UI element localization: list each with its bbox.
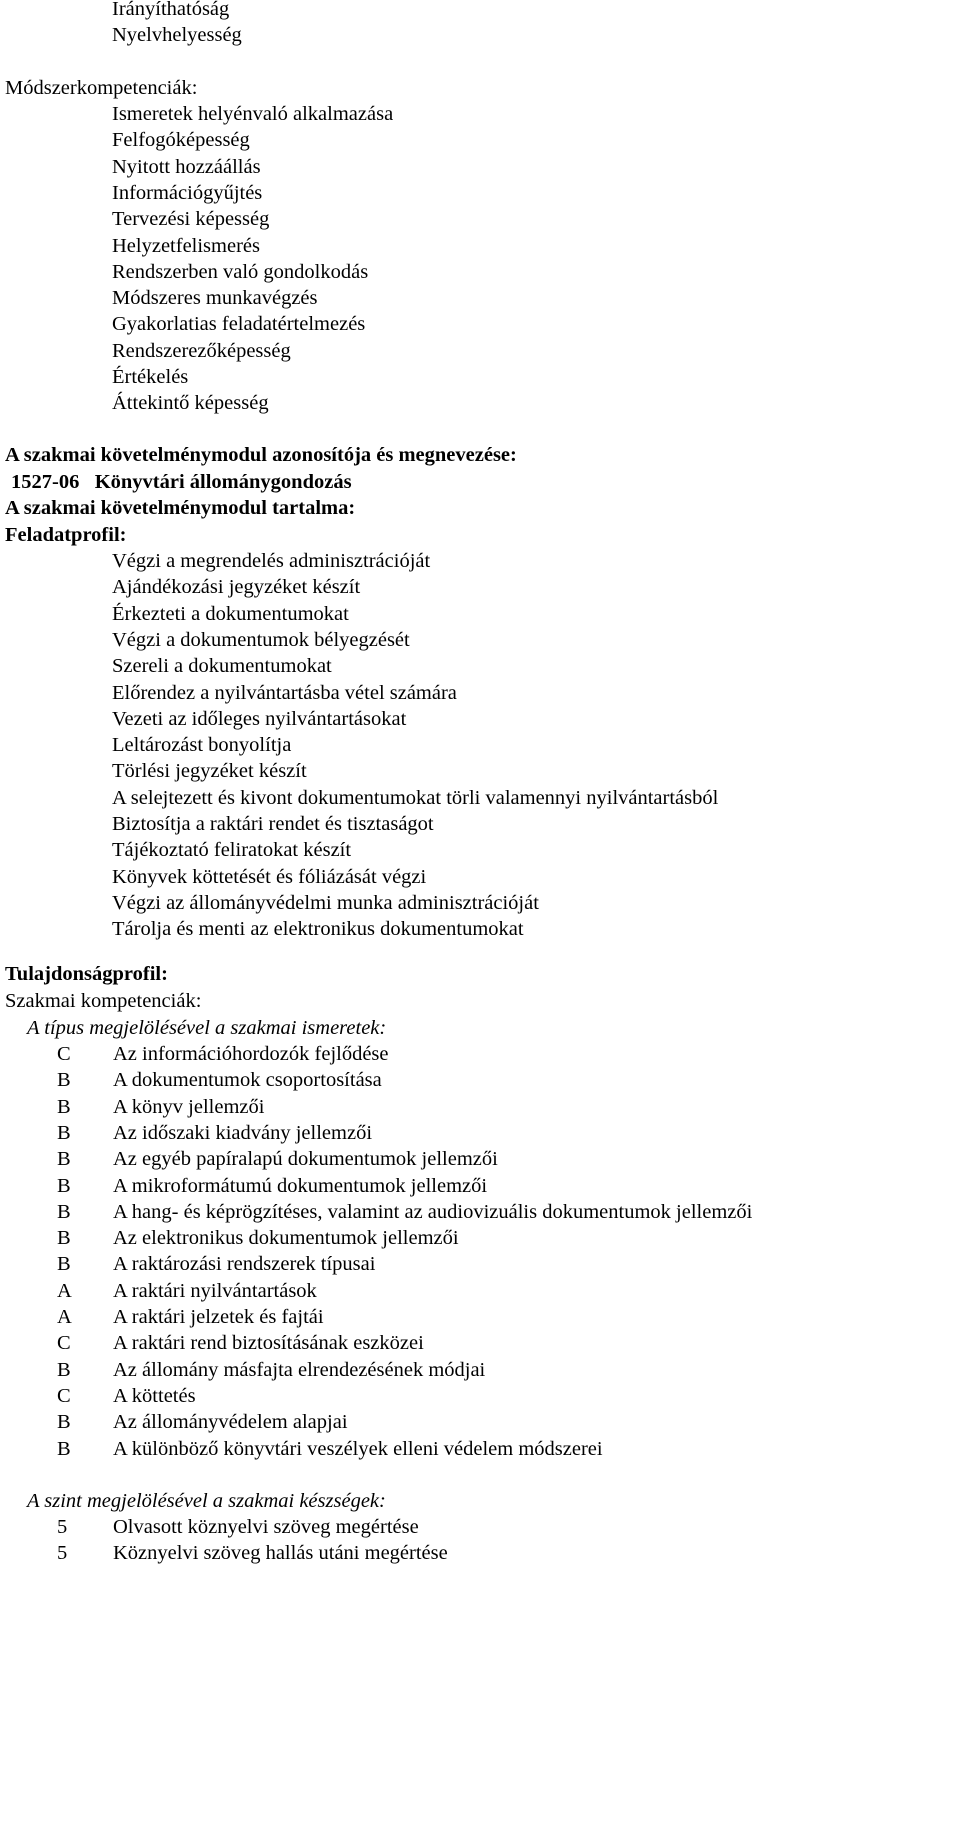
professional-competencies-label: Szakmai kompetenciák:	[5, 990, 202, 1012]
knowledge-item-text: A könyv jellemzői	[113, 1095, 265, 1118]
knowledge-item-text: A raktározási rendszerek típusai	[113, 1253, 376, 1276]
method-competency-item: Helyzetfelismerés	[112, 234, 260, 257]
task-item: Leltározást bonyolítja	[112, 734, 292, 757]
knowledge-item-code: C	[57, 1043, 71, 1065]
knowledge-item-code: B	[57, 1095, 71, 1118]
task-item: Előrendez a nyilvántartásba vétel számára	[112, 681, 457, 704]
method-competency-item: Értékelés	[112, 366, 189, 388]
knowledge-item-text: Az időszaki kiadvány jellemzői	[113, 1121, 373, 1144]
task-item: Könyvek köttetését és fóliázását végzi	[112, 865, 427, 888]
knowledge-item-code: B	[57, 1437, 71, 1460]
knowledge-item-code: B	[57, 1358, 71, 1381]
knowledge-item-code: B	[57, 1411, 71, 1434]
task-item: Tárolja és menti az elektronikus dokumentumokat	[112, 918, 524, 941]
method-competency-item: Áttekintő képesség	[112, 392, 269, 415]
knowledge-item-text: A hang- és képrögzítéses, valamint az audiovizuális dokumentumok jellemzői	[113, 1200, 753, 1223]
method-competency-item: Ismeretek helyénvaló alkalmazása	[112, 103, 394, 125]
knowledge-item-text: A mikroformátumú dokumentumok jellemzői	[113, 1174, 488, 1197]
knowledge-item-code: A	[57, 1306, 72, 1328]
property-profile-heading: Tulajdonságprofil:	[5, 963, 168, 985]
knowledge-item-text: A raktári rend biztosításának eszközei	[113, 1332, 424, 1355]
method-competency-item: Tervezési képesség	[112, 208, 270, 231]
method-competency-item: Felfogóképesség	[112, 129, 250, 152]
task-item: Szereli a dokumentumokat	[112, 655, 332, 678]
task-item: A selejtezett és kivont dokumentumokat törli valamennyi nyilvántartásból	[112, 786, 719, 809]
knowledge-item-code: B	[57, 1148, 71, 1171]
knowledge-item-code: B	[57, 1174, 71, 1197]
knowledge-item-code: B	[57, 1253, 71, 1276]
task-item: Ajándékozási jegyzéket készít	[112, 576, 361, 599]
knowledge-item-text: Az állományvédelem alapjai	[113, 1411, 348, 1434]
skill-item-text: Köznyelvi szöveg hallás utáni megértése	[113, 1542, 448, 1565]
lead-item: Irányíthatóság	[112, 0, 230, 20]
task-item: Törlési jegyzéket készít	[112, 760, 307, 783]
knowledge-item-text: Az információhordozók fejlődése	[113, 1043, 389, 1065]
task-item: Biztosítja a raktári rendet és tisztaságot	[112, 813, 434, 835]
task-item: Végzi az állományvédelmi munka adminisztrációját	[112, 891, 539, 914]
knowledge-item-code: B	[57, 1069, 71, 1092]
task-item: Végzi a dokumentumok bélyegzését	[112, 628, 410, 651]
method-competency-item: Rendszerben való gondolkodás	[112, 260, 369, 283]
knowledge-item-code: A	[57, 1279, 72, 1302]
skill-item-code: 5	[57, 1516, 68, 1538]
knowledge-item-code: C	[57, 1384, 71, 1407]
task-item: Tájékoztató feliratokat készít	[112, 839, 352, 862]
method-competency-item: Nyitott hozzáállás	[112, 155, 261, 178]
knowledge-item-text: Az állomány másfajta elrendezésének módjai	[113, 1358, 486, 1381]
task-item: Végzi a megrendelés adminisztrációját	[112, 550, 431, 572]
knowledge-item-text: A raktári jelzetek és fajtái	[113, 1306, 324, 1328]
knowledge-item-text: A dokumentumok csoportosítása	[113, 1069, 382, 1092]
module-id-line: 1527-06 Könyvtári állománygondozás	[11, 471, 352, 493]
skill-item-code: 5	[57, 1542, 68, 1565]
task-profile-heading: Feladatprofil:	[5, 524, 127, 546]
method-competency-item: Gyakorlatias feladatértelmezés	[112, 313, 366, 336]
knowledge-heading: A típus megjelölésével a szakmai ismeretek:	[27, 1017, 387, 1039]
task-item: Érkezteti a dokumentumokat	[112, 602, 349, 625]
method-competency-item: Módszeres munkavégzés	[112, 287, 318, 310]
knowledge-item-code: C	[57, 1332, 71, 1355]
method-competency-item: Információgyűjtés	[112, 181, 263, 204]
knowledge-item-text: Az egyéb papíralapú dokumentumok jellemzői	[113, 1148, 498, 1171]
skill-item-text: Olvasott köznyelvi szöveg megértése	[113, 1516, 419, 1538]
knowledge-item-text: Az elektronikus dokumentumok jellemzői	[113, 1227, 459, 1250]
method-competencies-heading: Módszerkompetenciák:	[5, 77, 198, 99]
method-competency-item: Rendszerezőképesség	[112, 339, 291, 362]
knowledge-item-text: A különböző könyvtári veszélyek elleni védelem módszerei	[113, 1437, 603, 1460]
module-id-heading: A szakmai követelménymodul azonosítója és megnevezése:	[5, 444, 517, 466]
module-content-heading: A szakmai követelménymodul tartalma:	[5, 497, 356, 519]
knowledge-item-code: B	[57, 1200, 71, 1223]
knowledge-item-code: B	[57, 1121, 71, 1144]
task-item: Vezeti az időleges nyilvántartásokat	[112, 707, 407, 730]
lead-item: Nyelvhelyesség	[112, 24, 242, 46]
knowledge-item-code: B	[57, 1227, 71, 1250]
skills-heading: A szint megjelölésével a szakmai készségek:	[27, 1490, 386, 1512]
knowledge-item-text: A köttetés	[113, 1384, 196, 1407]
knowledge-item-text: A raktári nyilvántartások	[113, 1279, 317, 1302]
